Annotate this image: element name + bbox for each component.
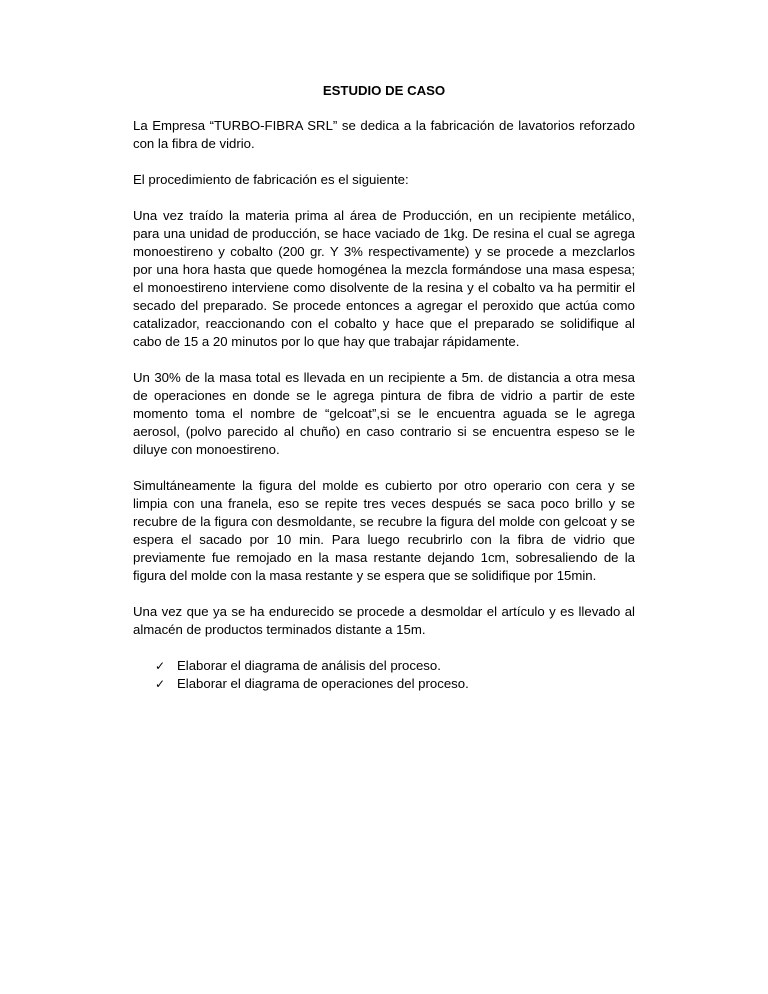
- paragraph-step-gelcoat: Un 30% de la masa total es llevada en un recipiente a 5m. de distancia a otra mesa de operaciones en donde se le agrega pintura de fibra de vidrio a partir de este momento toma el nombre de “gelcoat”,si se le encuentra aguada se le agrega aerosol, (polvo parecido al chuño) en caso contrario si se encuentra espeso se le diluye con monoestireno.: [133, 370, 635, 457]
- paragraph-intro: La Empresa “TURBO-FIBRA SRL” se dedica a la fabricación de lavatorios reforzado con la fibra de vidrio.: [133, 118, 635, 151]
- checkmark-icon: ✓: [155, 677, 166, 691]
- checkmark-icon: ✓: [155, 659, 166, 673]
- paragraph-step-molding: Simultáneamente la figura del molde es cubierto por otro operario con cera y se limpia con una franela, eso se repite tres veces después se saca poco brillo y se recubre de la figura con desmoldante, se recubre la figura del molde con gelcoat y se espera el sacado por 10 min. Para luego recubrirlo con la fibra de vidrio que previamente fue remojado en la masa restante dejando 1cm, sobresaliendo de la figura del molde con la masa restante y se espera que se solidifique por 15min.: [133, 478, 635, 583]
- task-text: Elaborar el diagrama de análisis del proceso.: [177, 658, 441, 673]
- task-text: Elaborar el diagrama de operaciones del proceso.: [177, 676, 469, 691]
- paragraph-step-mixing: Una vez traído la materia prima al área de Producción, en un recipiente metálico, para una unidad de producción, se hace vaciado de 1kg. De resina el cual se agrega monoestireno y cobalto (200 gr. Y 3% respectivamente) y se procede a mezclarlos por una hora hasta que quede homogénea la mezcla formándose una masa espesa; el monoestireno interviene como disolvente de la resina y el cobalto va ha permitir el secado del preparado. Se procede entonces a agregar el peroxido que actúa como catalizador, reaccionando con el cobalto y hace que el preparado se solidifique al cabo de 15 a 20 minutos por lo que hay que trabajar rápidamente.: [133, 208, 635, 349]
- paragraph-procedure-heading: El procedimiento de fabricación es el siguiente:: [133, 172, 409, 187]
- task-checklist: [133, 657, 635, 693]
- document-title: ESTUDIO DE CASO: [322, 83, 446, 98]
- paragraph-step-demolding: Una vez que ya se ha endurecido se procede a desmoldar el artículo y es llevado al almacén de productos terminados distante a 15m.: [133, 604, 635, 637]
- list-item: [155, 657, 635, 675]
- document-body: [133, 82, 635, 693]
- list-item: [155, 675, 635, 693]
